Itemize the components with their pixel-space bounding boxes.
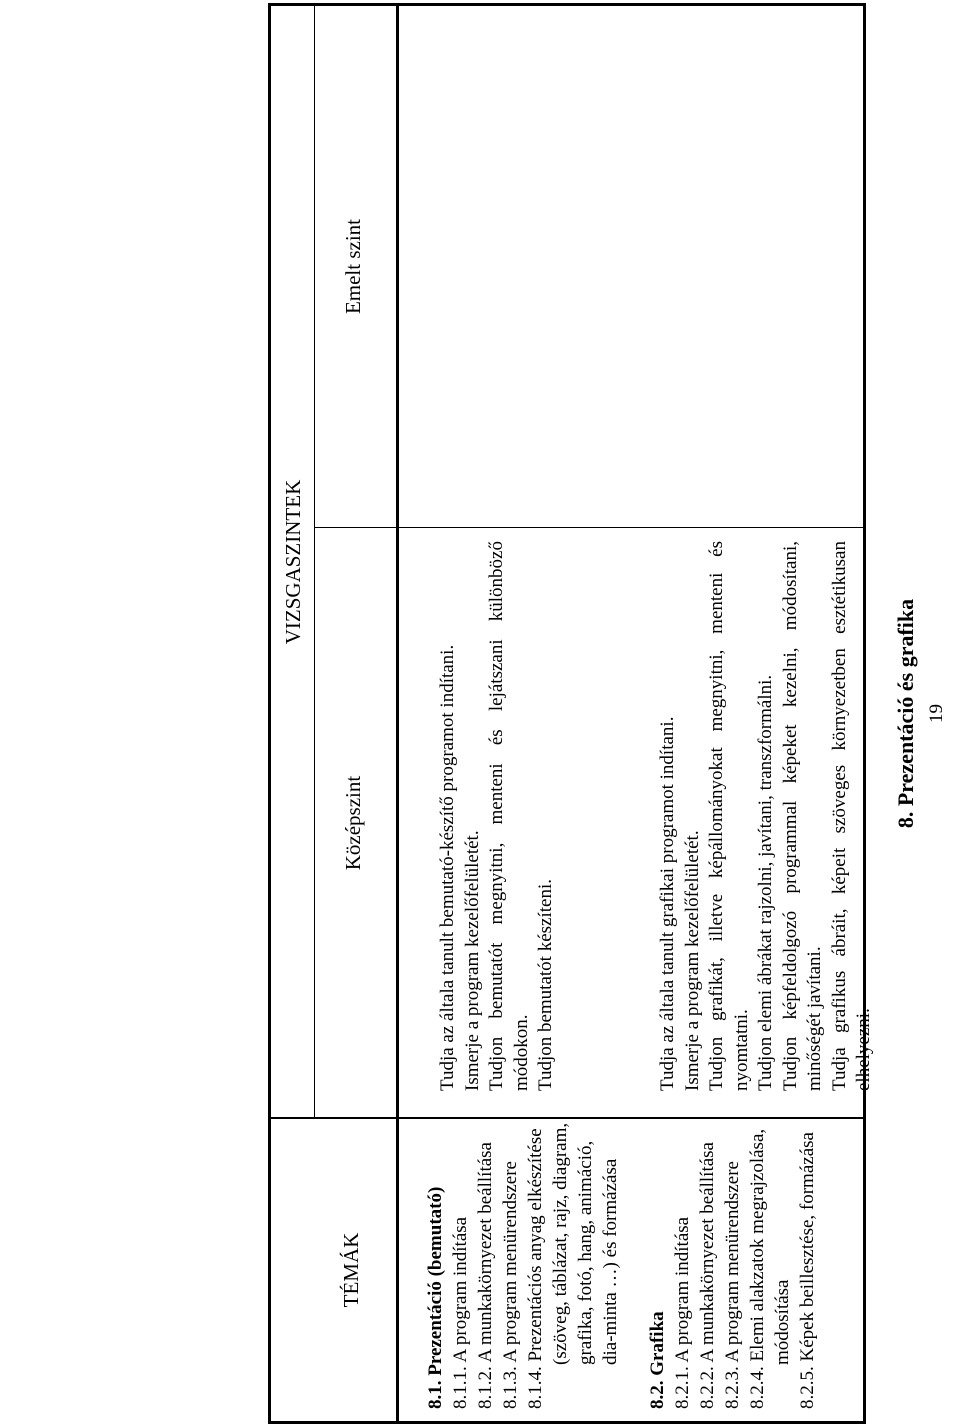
section-heading: 8.2. Grafika [647, 1311, 668, 1409]
requirement-line: Tudja az általa tanult bemutató-készítő programot indítani. [437, 644, 458, 1091]
topic-item: 8.2.3. A program menürendszere [722, 1161, 743, 1409]
section-heading: 8.1. Prezentáció (bemutató) [425, 1186, 446, 1409]
topic-item: 8.1.1. A program indítása [450, 1216, 471, 1409]
topic-item: 8.2.4. Elemi alakzatok megrajzolása, módosítása [747, 1128, 793, 1409]
requirement-line: Tudjon bemutatót megnyitni, menteni és lejátszani különböző módokon. [486, 541, 532, 1091]
topic-item: 8.1.3. A program menürendszere [500, 1161, 521, 1409]
page-title: 8. Prezentáció és grafika [893, 598, 918, 829]
requirement-line: Tudja az általa tanult grafikai programot indítani. [657, 716, 678, 1091]
header-vizsgaszintek: VIZSGASZINTEK [281, 479, 305, 645]
requirement-line: Tudjon grafikát, illetve képállományokat megnyitni, menteni és nyomtatni. [706, 541, 752, 1091]
kozepszint-section-1 [436, 541, 559, 1091]
requirement-line: Ismerje a program kezelőfelületét. [681, 830, 703, 1091]
requirement-line: Tudjon képfeldolgozó programmal képeket kezelni, módosítani, minőségét javítani. [779, 541, 825, 1091]
kozepszint-section-2 [656, 541, 877, 1091]
header-kozepszint: Középszint [341, 775, 365, 871]
topic-item: 8.2.1. A program indítása [672, 1216, 693, 1409]
topic-item: 8.2.2. A munkakörnyezet beállítása [697, 1142, 718, 1409]
requirement-line: Tudjon elemi ábrákat rajzolni, javítani, transzformálni. [755, 674, 776, 1091]
topic-item: 8.1.4. Prezentációs anyag elkészítése (szöveg, táblázat, rajz, diagram, grafika, fotó, hang, animáció, dia-minta …) és formázása [525, 1122, 621, 1409]
header-temak: TÉMÁK [339, 1232, 363, 1308]
topic-item: 8.1.2. A munkakörnyezet beállítása [475, 1142, 496, 1409]
topic-item: 8.2.5. Képek beillesztése, formázása [797, 1132, 818, 1409]
topics-column [423, 1119, 820, 1409]
page-number: 19 [926, 704, 947, 723]
exam-levels-table [268, 3, 874, 1424]
header-emelt-szint: Emelt szint [341, 218, 365, 315]
requirement-line: Ismerje a program kezelőfelületét. [461, 830, 483, 1091]
header-divider [396, 6, 399, 1421]
requirement-line: Tudja grafikus ábráit, képeit szöveges környezetben esztétikusan elhelyezni. [828, 541, 874, 1091]
header-divider [314, 6, 315, 1119]
requirement-line: Tudjon bemutatót készíteni. [535, 879, 556, 1091]
